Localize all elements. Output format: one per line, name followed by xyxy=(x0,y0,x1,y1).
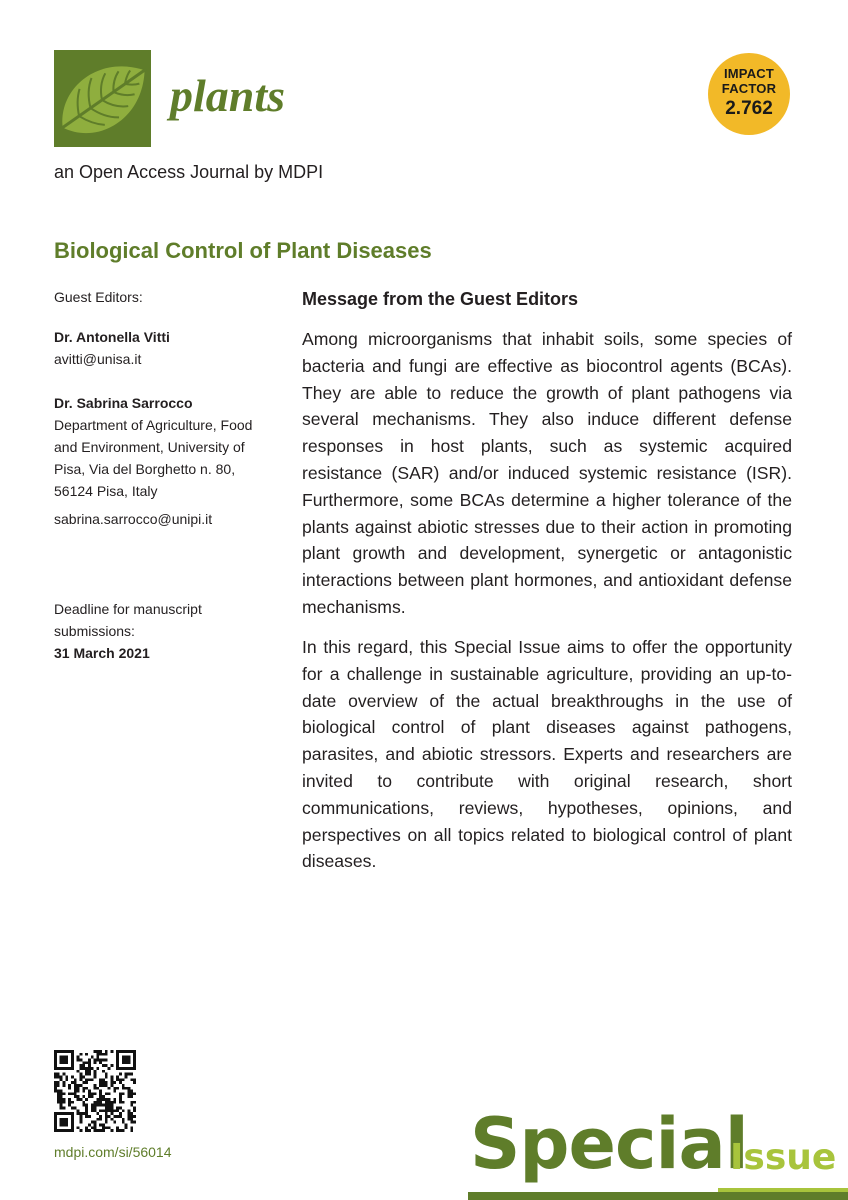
journal-tagline: an Open Access Journal by MDPI xyxy=(54,162,324,182)
impact-factor-value: 2.762 xyxy=(725,98,773,119)
deadline-label: Deadline for manuscript submissions: xyxy=(54,601,202,639)
editor-email[interactable]: sabrina.sarrocco@unipi.it xyxy=(54,511,213,527)
special-issue-bar-accent xyxy=(718,1188,848,1192)
journal-logo xyxy=(54,50,151,147)
special-issue-link[interactable]: mdpi.com/si/56014 xyxy=(54,1144,172,1160)
issue-word: Issue xyxy=(730,1137,837,1178)
editor-name: Dr. Sabrina Sarrocco xyxy=(54,395,193,411)
message-paragraph: Among microorganisms that inhabit soils, some species of bacteria and fungi are effective as biocontrol agents (BCAs). They are able to reduce the growth of plant pathogens via several mechanisms. They also induce different defense responses in host plants, such as systemic acquired resistance (SAR) and/or induced systemic resistance (ISR). Furthermore, some BCAs determine a higher tolerance of the plants against abiotic stresses due to their action in promoting plant growth and development, synergetic or antagonistic interactions between plant hormones, and antioxidant defense mechanisms. xyxy=(302,329,792,617)
editor-affiliation: Department of Agriculture, Food and Environment, University of Pisa, Via del Borghetto n. 80, 56124 Pisa, Italy xyxy=(54,417,253,499)
special-word: Special xyxy=(470,1103,748,1185)
deadline-date: 31 March 2021 xyxy=(54,645,150,661)
impact-factor-badge xyxy=(708,53,790,135)
editor-name: Dr. Antonella Vitti xyxy=(54,329,170,345)
message-heading: Message from the Guest Editors xyxy=(302,289,579,309)
special-issue-logo xyxy=(468,1100,848,1200)
message-paragraph: In this regard, this Special Issue aims to offer the opportunity for a challenge in sustainable agriculture, providing an up-to-date overview of the actual breakthroughs in the use of biological control of plant diseases against pathogens, parasites, and abiotic stressors. Experts and researchers are invited to contribute with original research, short communications, reviews, hypotheses, opinions, and perspectives on all topics related to biological control of plant diseases. xyxy=(302,637,792,872)
factor-label: FACTOR xyxy=(721,81,777,96)
special-issue-bar xyxy=(468,1192,848,1200)
qr-code-icon[interactable] xyxy=(54,1050,136,1132)
special-issue-title: Biological Control of Plant Diseases xyxy=(54,238,432,263)
editor-email[interactable]: avitti@unisa.it xyxy=(54,351,142,367)
guest-editors-label: Guest Editors: xyxy=(54,289,143,305)
impact-label: IMPACT xyxy=(723,66,775,81)
journal-name: plants xyxy=(170,70,286,121)
leaf-icon xyxy=(54,50,151,147)
